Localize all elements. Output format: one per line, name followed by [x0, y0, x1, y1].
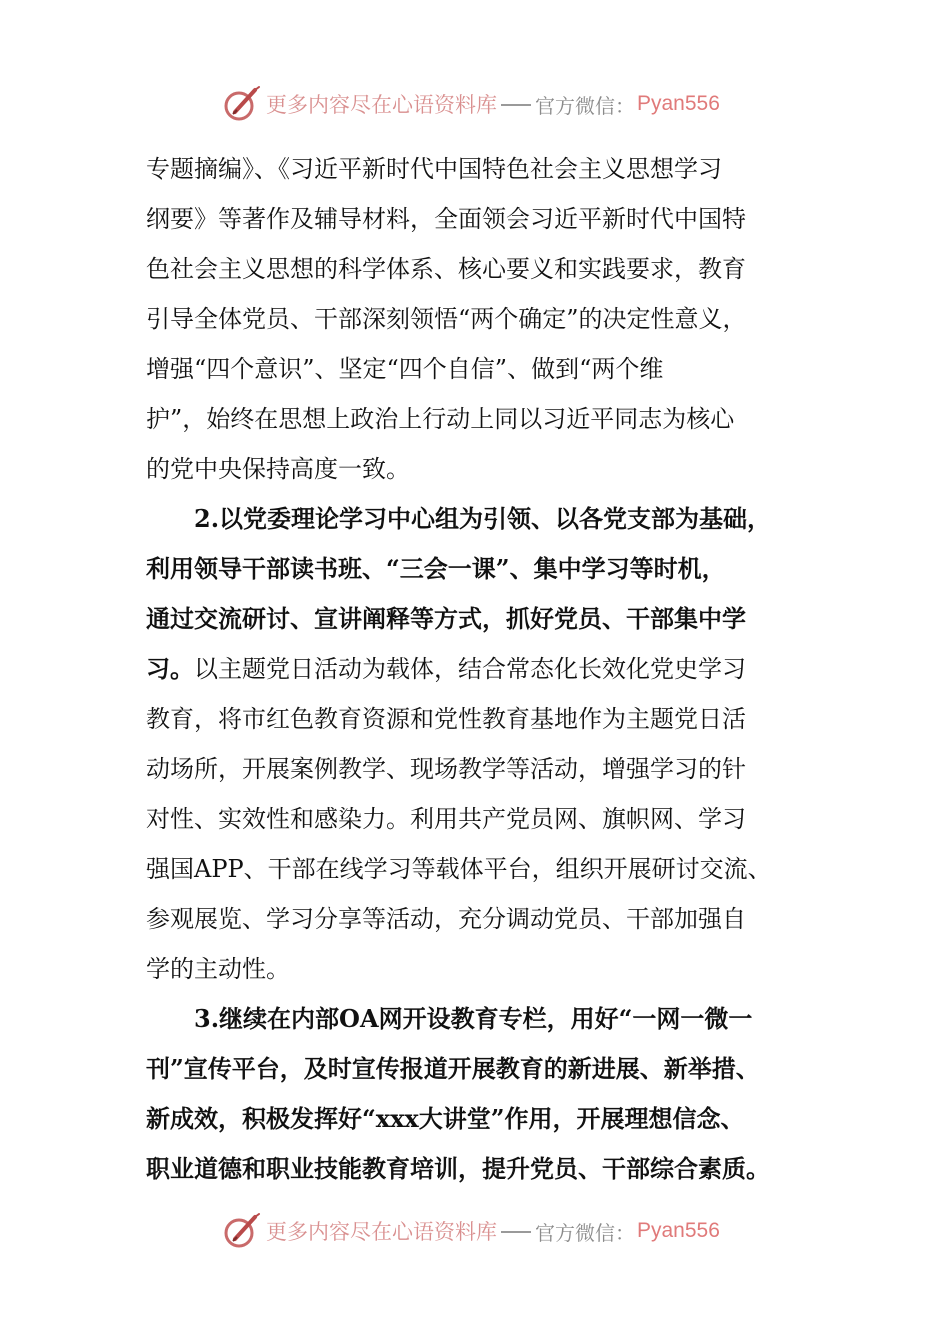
body-line-6: 护”，始终在思想上政治上行动上同以习近平同志为核心	[146, 405, 735, 433]
body-line-14: 对性、实效性和感染力。利用共产党员网、旗帜网、学习	[146, 805, 746, 833]
body-line-2: 纲要》等著作及辅导材料，全面领会习近平新时代中国特	[146, 205, 746, 233]
body-line-4: 引导全体党员、干部深刻领悟“两个确定”的决定性意义，	[146, 305, 747, 333]
body-line-16: 参观展览、学习分享等活动，充分调动党员、干部加强自	[146, 905, 746, 933]
body-line-7: 的党中央保持高度一致。	[146, 455, 410, 483]
footer-brand-text: 更多内容尽在心语资料库	[266, 1220, 497, 1244]
body-line-8: 2.以党委理论学习中心组为引领、以各党支部为基础，	[194, 504, 772, 533]
footer-watermark	[222, 1211, 720, 1251]
body-line-20: 新成效，积极发挥好“xxx大讲堂”作用，开展理想信念、	[146, 1104, 745, 1133]
body-line-5: 增强“四个意识”、坚定“四个自信”、做到“两个维	[146, 355, 664, 383]
body-line-1: 专题摘编》、《习近平新时代中国特色社会主义思想学习	[146, 155, 722, 183]
header-dash	[501, 104, 531, 106]
body-line-11-rest: 以主题党日活动为载体，结合常态化长效化党史学习	[194, 655, 746, 683]
body-line-21: 职业道德和职业技能教育培训，提升党员、干部综合素质。	[146, 1154, 770, 1183]
document-body	[146, 144, 806, 1194]
body-line-11-bold: 习。	[146, 654, 194, 683]
body-line-17: 学的主动性。	[146, 955, 290, 983]
header-watermark	[222, 84, 720, 124]
footer-dash	[501, 1231, 531, 1233]
body-line-11	[146, 644, 806, 694]
body-line-18: 3.继续在内部OA网开设教育专栏，用好“一网一微一	[194, 1004, 753, 1033]
pen-logo-icon	[222, 84, 262, 124]
body-line-10: 通过交流研讨、宣讲阐释等方式，抓好党员、干部集中学	[146, 604, 746, 633]
body-line-15: 强国APP、干部在线学习等载体平台，组织开展研讨交流、	[146, 855, 772, 883]
body-line-9: 利用领导干部读书班、“三会一课”、集中学习等时机，	[146, 554, 726, 583]
pen-logo-icon	[222, 1211, 262, 1251]
body-line-13: 动场所，开展案例教学、现场教学等活动，增强学习的针	[146, 755, 746, 783]
body-line-19: 刊”宣传平台，及时宣传报道开展教育的新进展、新举措、	[146, 1054, 760, 1083]
header-contact-label: 官方微信：	[535, 93, 635, 118]
header-wechat-id: Pyan556	[637, 92, 720, 115]
header-brand-text: 更多内容尽在心语资料库	[266, 93, 497, 117]
footer-contact-label: 官方微信：	[535, 1220, 635, 1245]
footer-wechat-id: Pyan556	[637, 1219, 720, 1242]
body-line-3: 色社会主义思想的科学体系、核心要义和实践要求，教育	[146, 255, 746, 283]
body-line-12: 教育，将市红色教育资源和党性教育基地作为主题党日活	[146, 705, 746, 733]
